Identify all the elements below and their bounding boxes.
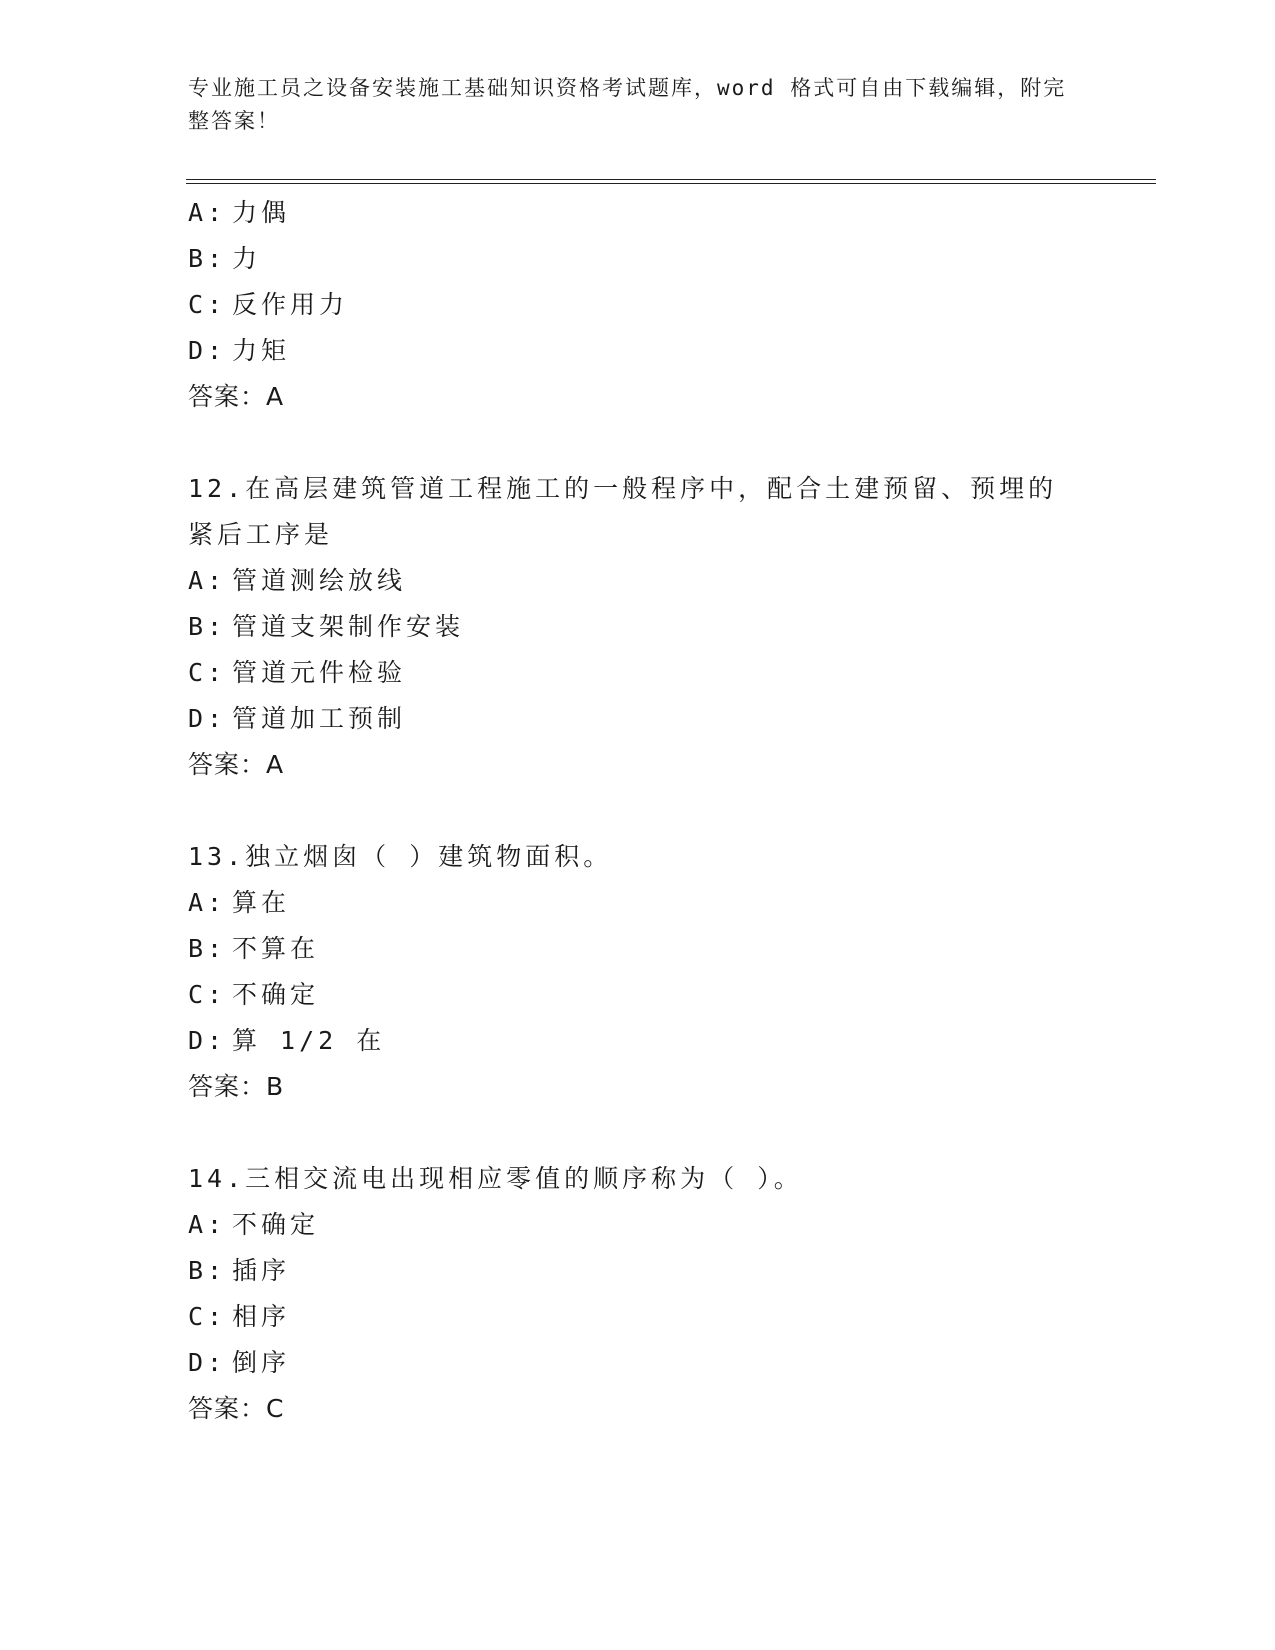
option-a <box>188 880 1088 926</box>
header-divider-bottom <box>186 183 1156 184</box>
option-a <box>188 190 1088 236</box>
option-text: 管道支架制作安装 <box>232 612 465 641</box>
option-text: 插序 <box>232 1256 291 1285</box>
option-text: 算 1/2 在 <box>232 1026 386 1055</box>
spacer <box>188 420 1088 466</box>
option-text: 力偶 <box>232 198 291 227</box>
option-c <box>188 650 1088 696</box>
option-key: B: <box>188 612 227 641</box>
option-d <box>188 696 1088 742</box>
question-text: 14.三相交流电出现相应零值的顺序称为（ ）。 <box>188 1164 803 1193</box>
spacer <box>188 788 1088 834</box>
option-b <box>188 1248 1088 1294</box>
option-a <box>188 1202 1088 1248</box>
option-b <box>188 604 1088 650</box>
option-key: D: <box>188 1348 227 1377</box>
page-header: 专业施工员之设备安装施工基础知识资格考试题库，word 格式可自由下载编辑，附完整答案！ <box>188 76 1067 133</box>
option-b <box>188 236 1088 282</box>
option-c <box>188 1294 1088 1340</box>
option-d <box>188 1018 1088 1064</box>
option-text: 算在 <box>232 888 291 917</box>
option-text: 倒序 <box>232 1348 291 1377</box>
option-text: 管道加工预制 <box>232 704 407 733</box>
header-divider-top <box>186 179 1156 180</box>
option-text: 不算在 <box>232 934 320 963</box>
option-key: C: <box>188 658 227 687</box>
option-key: A: <box>188 888 227 917</box>
question-11 <box>188 190 1088 420</box>
answer-line: 答案：C <box>188 1394 285 1423</box>
question-12 <box>188 466 1088 788</box>
option-key: C: <box>188 290 227 319</box>
option-key: D: <box>188 704 227 733</box>
option-text: 相序 <box>232 1302 291 1331</box>
option-text: 不确定 <box>232 1210 320 1239</box>
option-d <box>188 1340 1088 1386</box>
option-key: C: <box>188 1302 227 1331</box>
option-a <box>188 558 1088 604</box>
option-key: D: <box>188 1026 227 1055</box>
answer-line: 答案：A <box>188 750 285 779</box>
option-text: 力 <box>232 244 262 273</box>
option-text: 反作用力 <box>232 290 349 319</box>
option-key: D: <box>188 336 227 365</box>
option-text: 管道测绘放线 <box>232 566 407 595</box>
option-key: B: <box>188 934 227 963</box>
question-13 <box>188 834 1088 1110</box>
question-14 <box>188 1156 1088 1432</box>
option-key: C: <box>188 980 227 1009</box>
option-key: A: <box>188 566 227 595</box>
question-list <box>188 190 1088 1432</box>
answer-line: 答案：B <box>188 1072 285 1101</box>
question-text: 12.在高层建筑管道工程施工的一般程序中，配合土建预留、预埋的紧后工序是 <box>188 474 1058 549</box>
option-text: 力矩 <box>232 336 291 365</box>
option-key: A: <box>188 198 227 227</box>
option-c <box>188 972 1088 1018</box>
question-text: 13.独立烟囱（ ）建筑物面积。 <box>188 842 613 871</box>
spacer <box>188 1110 1088 1156</box>
option-text: 不确定 <box>232 980 320 1009</box>
answer-line: 答案：A <box>188 382 285 411</box>
option-d <box>188 328 1088 374</box>
option-b <box>188 926 1088 972</box>
option-key: B: <box>188 1256 227 1285</box>
option-key: A: <box>188 1210 227 1239</box>
option-key: B: <box>188 244 227 273</box>
option-c <box>188 282 1088 328</box>
option-text: 管道元件检验 <box>232 658 407 687</box>
